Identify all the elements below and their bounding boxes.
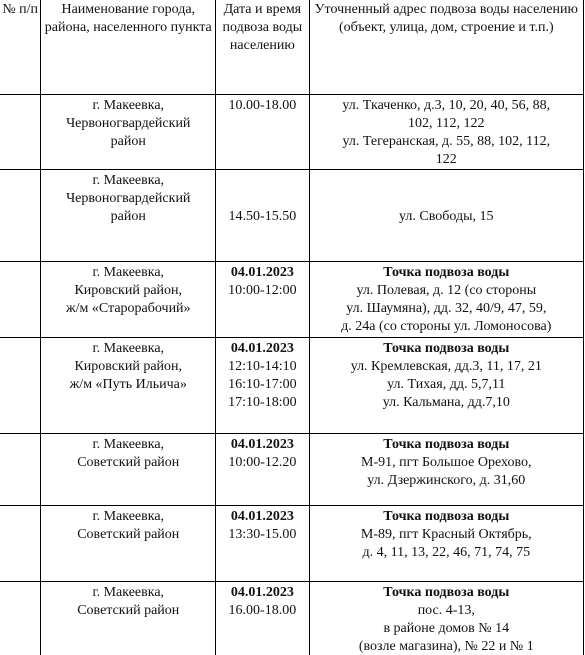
table-header-row xyxy=(0,0,584,95)
place-line: Советский район xyxy=(77,455,180,470)
place-line: Червоногвардейский xyxy=(66,116,191,131)
row-address-cell xyxy=(309,95,583,170)
row-time-cell xyxy=(216,434,309,506)
row-address-cell xyxy=(309,582,583,655)
row-number-cell xyxy=(0,262,41,338)
address-title: Точка подвоза воды xyxy=(383,265,510,280)
delivery-time: 16.00-18.00 xyxy=(228,603,297,618)
row-number-cell xyxy=(0,434,41,506)
header-time-text: Дата и время подвоза воды населению xyxy=(222,2,303,53)
delivery-date: 04.01.2023 xyxy=(230,437,294,452)
delivery-time: 17:10-18:00 xyxy=(228,395,297,410)
row-address-cell xyxy=(309,262,583,338)
delivery-time: 14.50-15.50 xyxy=(228,209,297,224)
header-address-text: Уточненный адрес подвоза воды населению (объект, улица, дом, строение и т.п.) xyxy=(314,2,578,35)
address-title: Точка подвоза воды xyxy=(383,585,510,600)
address-line: 122 xyxy=(435,152,457,167)
row-place-cell xyxy=(41,434,216,506)
row-place-cell xyxy=(41,262,216,338)
address-title: Точка подвоза воды xyxy=(383,509,510,524)
header-time xyxy=(216,0,309,95)
row-place-cell xyxy=(41,506,216,582)
address-line: в районе домов № 14 xyxy=(383,621,510,636)
address-line: ул. Дзержинского, д. 31,60 xyxy=(367,473,526,488)
table-row xyxy=(0,582,584,655)
header-number-text: № п/п xyxy=(2,2,39,17)
address-line: ул. Кремлевская, дд.3, 11, 17, 21 xyxy=(350,359,542,374)
address-line: ул. Ткаченко, д.3, 10, 20, 40, 56, 88, xyxy=(342,98,551,113)
address-line: ул. Тегеранская, д. 55, 88, 102, 112, xyxy=(342,134,551,149)
place-line: Кировский район, xyxy=(74,359,183,374)
place-line: район xyxy=(110,209,146,224)
row-address-cell xyxy=(309,170,583,262)
table-row xyxy=(0,170,584,262)
address-line: ул. Полевая, д. 12 (со стороны xyxy=(356,283,537,298)
table-row xyxy=(0,506,584,582)
address-title: Точка подвоза воды xyxy=(383,341,510,356)
place-line: ж/м «Старорабочий» xyxy=(65,301,191,316)
place-line: район xyxy=(110,134,146,149)
header-number xyxy=(0,0,41,95)
row-time-cell xyxy=(216,170,309,262)
address-line: 102, 112, 122 xyxy=(408,116,485,131)
delivery-time: 10:00-12.20 xyxy=(228,455,297,470)
row-place-cell xyxy=(41,95,216,170)
row-address-cell xyxy=(309,506,583,582)
delivery-time: 16:10-17:00 xyxy=(228,377,297,392)
delivery-date: 04.01.2023 xyxy=(230,265,294,280)
delivery-date: 04.01.2023 xyxy=(230,585,294,600)
spacer xyxy=(218,172,306,208)
row-time-cell xyxy=(216,506,309,582)
place-line: Советский район xyxy=(77,603,180,618)
place-line: г. Макеевка, xyxy=(92,98,165,113)
row-number-cell xyxy=(0,170,41,262)
place-line: г. Макеевка, xyxy=(92,437,165,452)
row-time-cell xyxy=(216,262,309,338)
row-number-cell xyxy=(0,95,41,170)
place-line: г. Макеевка, xyxy=(92,265,165,280)
place-line: г. Макеевка, xyxy=(92,509,165,524)
delivery-date: 04.01.2023 xyxy=(230,509,294,524)
place-line: ж/м «Путь Ильича» xyxy=(69,377,187,392)
address-title: Точка подвоза воды xyxy=(383,437,510,452)
address-line: пос. 4-13, xyxy=(417,603,475,618)
address-line: М-89, пгт Красный Октябрь, xyxy=(360,527,532,542)
table-row xyxy=(0,338,584,434)
row-place-cell xyxy=(41,170,216,262)
row-time-cell xyxy=(216,338,309,434)
place-line: г. Макеевка, xyxy=(92,173,165,188)
row-place-cell xyxy=(41,338,216,434)
address-line: д. 4, 11, 13, 22, 46, 71, 74, 75 xyxy=(362,545,531,560)
table-row xyxy=(0,262,584,338)
row-place-cell xyxy=(41,582,216,655)
row-time-cell xyxy=(216,95,309,170)
address-line: ул. Тихая, дд. 5,7,11 xyxy=(387,377,506,392)
place-line: Советский район xyxy=(77,527,180,542)
header-address xyxy=(309,0,583,95)
delivery-time: 12:10-14:10 xyxy=(228,359,297,374)
place-line: Червоногвардейский xyxy=(66,191,191,206)
delivery-time: 10.00-18.00 xyxy=(228,98,297,113)
row-time-cell xyxy=(216,582,309,655)
header-place-text: Наименование города, района, населенного пункта xyxy=(44,2,212,35)
spacer xyxy=(312,172,581,208)
delivery-time: 10:00-12:00 xyxy=(228,283,297,298)
row-address-cell xyxy=(309,338,583,434)
address-line: д. 24а (со стороны ул. Ломоносова) xyxy=(341,319,552,334)
delivery-date: 04.01.2023 xyxy=(230,341,294,356)
row-number-cell xyxy=(0,506,41,582)
address-line: ул. Шаумяна), дд. 32, 40/9, 47, 59, xyxy=(346,301,547,316)
place-line: Кировский район, xyxy=(74,283,183,298)
table-row xyxy=(0,434,584,506)
row-number-cell xyxy=(0,338,41,434)
address-line: ул. Свободы, 15 xyxy=(399,209,494,224)
address-line: ул. Кальмана, дд.7,10 xyxy=(382,395,510,410)
row-number-cell xyxy=(0,582,41,655)
row-address-cell xyxy=(309,434,583,506)
place-line: г. Макеевка, xyxy=(92,341,165,356)
table-row xyxy=(0,95,584,170)
address-line: М-91, пгт Большое Орехово, xyxy=(361,455,532,470)
place-line: г. Макеевка, xyxy=(92,585,165,600)
delivery-time: 13:30-15.00 xyxy=(228,527,297,542)
header-place xyxy=(41,0,216,95)
address-line: (возле магазина), № 22 и № 1 xyxy=(358,639,534,654)
